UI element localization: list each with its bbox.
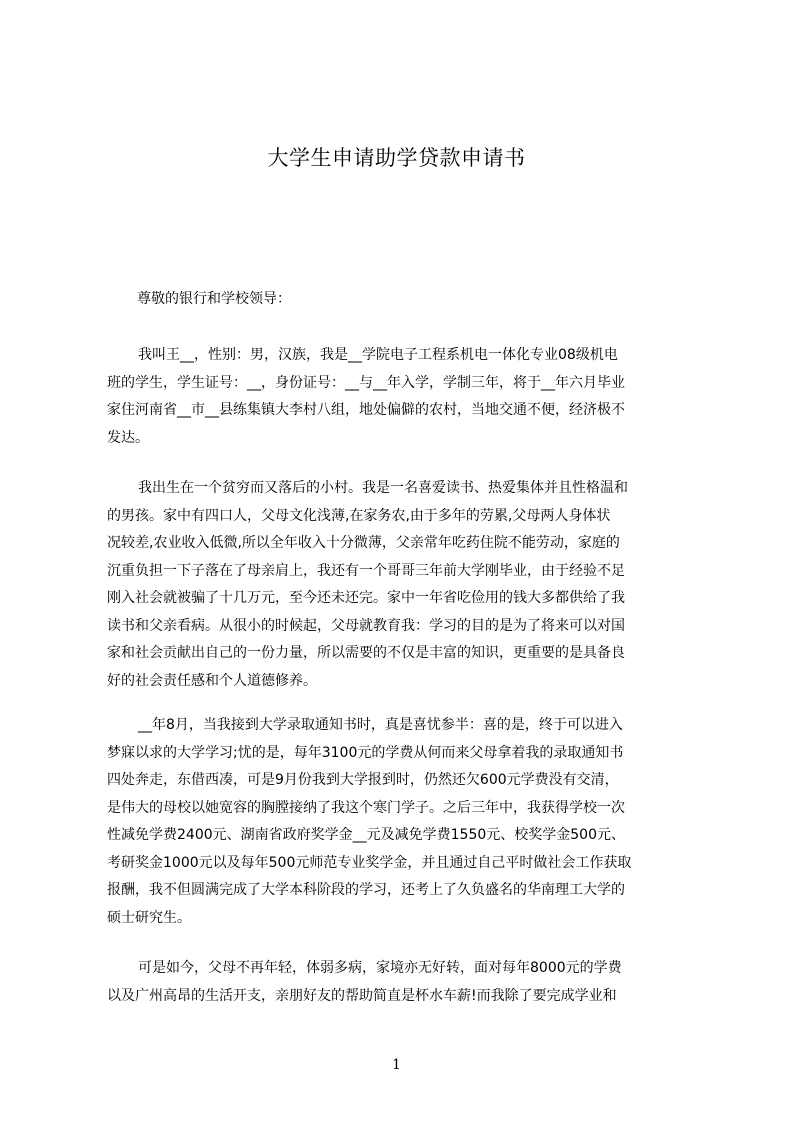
- paragraph-line: 是伟大的母校以她宽容的胸膛接纳了我这个寒门学子。之后三年中，我获得学校一次: [107, 799, 625, 816]
- paragraph-line: 性减免学费2400元、湖南省政府奖学金__元及减免学费1550元、校奖学金500元、: [107, 827, 625, 843]
- paragraph-line: 况较差,农业收入低微,所以全年收入十分微薄，父亲常年吃药住院不能劳动，家庭的: [107, 535, 620, 551]
- paragraph-line: 发达。: [107, 429, 149, 446]
- paragraph-line: __年8月，当我接到大学录取通知书时，真是喜忧参半：喜的是，终于可以进入: [138, 717, 623, 733]
- paragraph-line: 可是如今，父母不再年轻，体弱多病，家境亦无好转，面对每年8000元的学费: [138, 960, 622, 976]
- paragraph-line: 考研奖金1000元以及每年500元师范专业奖学金，并且通过自己平时做社会工作获取: [107, 854, 632, 871]
- paragraph-current-situation: [107, 955, 698, 1010]
- paragraph-line: 沉重负担一下子落在了母亲肩上，我还有一个哥哥三年前大学刚毕业，由于经验不足: [107, 562, 625, 579]
- paragraph-line: 四处奔走，东借西凑，可是9月份我到大学报到时，仍然还欠600元学费没有交清，: [107, 772, 619, 788]
- paragraph-line: 班的学生，学生证号：__，身份证号：__与__年入学，学制三年，将于__年六月毕业: [107, 374, 625, 391]
- page-number: 1: [392, 1057, 401, 1073]
- paragraph-line: 硕士研究生。: [107, 909, 191, 926]
- paragraph-family-background: [107, 475, 698, 695]
- paragraph-line: 好的社会责任感和个人道德修养。: [107, 672, 317, 689]
- paragraph-personal-info: [107, 342, 698, 452]
- paragraph-line: 家住河南省__市__县练集镇大李村八组，地处偏僻的农村，当地交通不便，经济极不: [107, 402, 625, 418]
- paragraph-line: 读书和父亲看病。从很小的时候起，父母就教育我：学习的目的是为了将来可以对国: [107, 617, 625, 634]
- salutation: 尊敬的银行和学校领导：: [137, 291, 291, 307]
- paragraph-line: 家和社会贡献出自己的一份力量，所以需要的不仅是丰富的知识，更重要的是具备良: [107, 645, 625, 661]
- paragraph-university-experience: [107, 712, 698, 932]
- paragraph-line: 的男孩。家中有四口人，父母文化浅薄,在家务农,由于多年的劳累,父母两人身体状: [107, 507, 611, 524]
- paragraph-line: 我出生在一个贫穷而又落后的小村。我是一名喜爱读书、热爱集体并且性格温和: [138, 480, 628, 496]
- paragraph-line: 以及广州高昂的生活开支，亲朋好友的帮助简直是杯水车薪!而我除了要完成学业和: [107, 987, 617, 1004]
- document-title: 大学生申请助学贷款申请书: [267, 146, 526, 170]
- paragraph-line: 刚入社会就被骗了十几万元，至今还未还完。家中一年省吃俭用的钱大多都供给了我: [107, 590, 625, 606]
- paragraph-line: 报酬，我不但圆满完成了大学本科阶段的学习，还考上了久负盛名的华南理工大学的: [107, 882, 625, 898]
- paragraph-line: 我叫王__，性别：男，汉族，我是__学院电子工程系机电一体化专业08级机电: [138, 347, 618, 363]
- paragraph-line: 梦寐以求的大学学习;忧的是，每年3100元的学费从何而来父母拿着我的录取通知书: [107, 744, 624, 761]
